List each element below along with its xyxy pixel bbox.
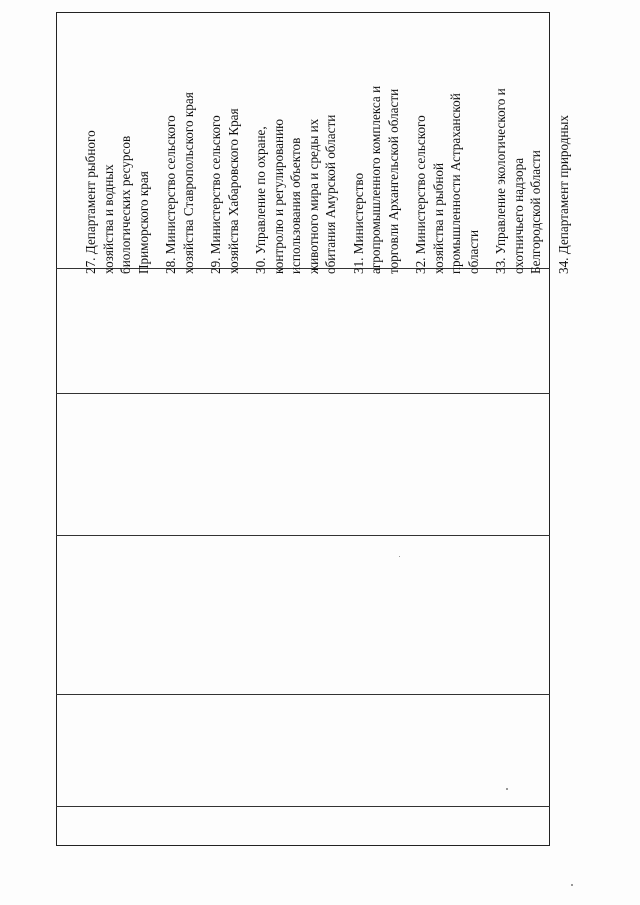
row-divider-4: [56, 694, 550, 695]
list-item: 31. Министерство агропромышленного комплекса и торговли Архангельской области: [350, 85, 401, 274]
scan-speck: [506, 788, 508, 790]
scan-speck: [571, 884, 573, 886]
list-item: 33. Управление экологического и охотничьего надзора Белгородской области: [493, 88, 543, 274]
list-item: 27. Департамент рыбного хозяйства и водных биологических ресурсов Приморского края: [83, 130, 151, 274]
row-divider-5: [56, 806, 550, 807]
scan-speck: [399, 556, 400, 557]
list-item: 32. Министерство сельского хозяйства и рыбной промышленности Астраханской области: [413, 93, 481, 274]
row-divider-3: [56, 535, 550, 536]
list-item: 34. Департамент природных: [555, 115, 571, 274]
list-item: 29. Министерство сельского хозяйства Хабаровского Края: [208, 108, 241, 274]
row-divider-2: [56, 393, 550, 394]
list-item: 28. Министерство сельского хозяйства Ставропольского края: [163, 92, 196, 274]
list-item: 30. Управление по охране, контролю и регулированию использования объектов животного мира и среды их обитания Амурской области: [253, 114, 338, 274]
organization-list-cell: [56, 12, 571, 280]
